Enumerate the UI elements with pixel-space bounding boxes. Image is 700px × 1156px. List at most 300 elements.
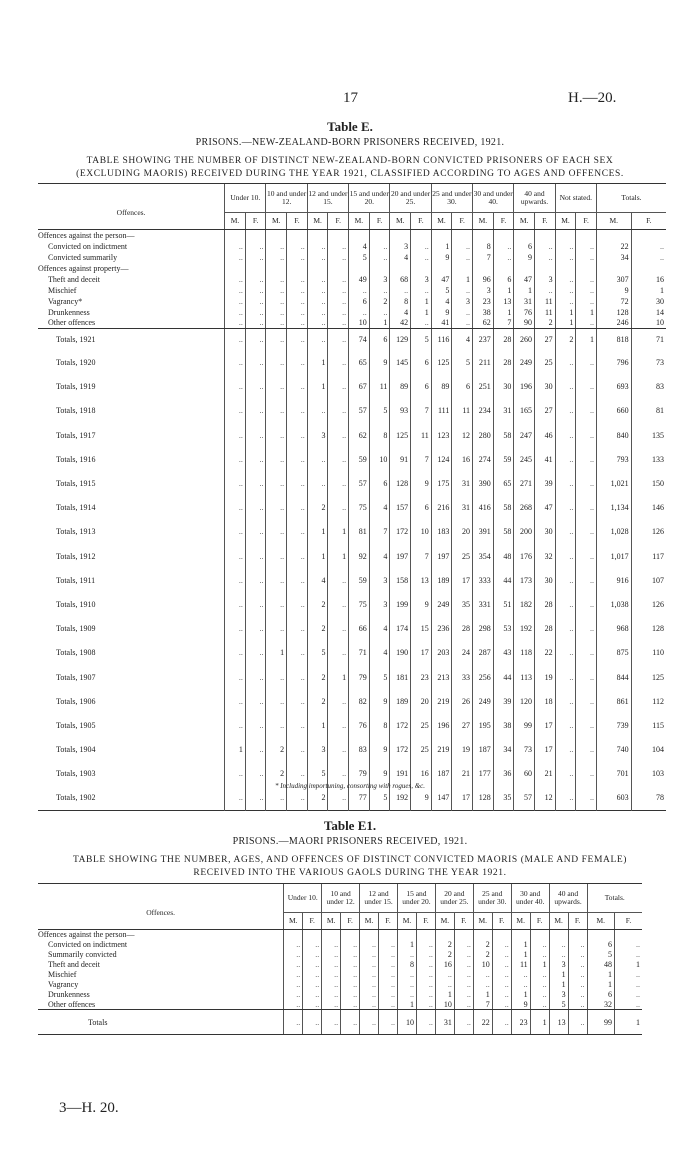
table-cell: 53 — [493, 617, 514, 641]
table-cell: 125 — [631, 665, 666, 689]
age-group-header: 30 and under 40. — [473, 184, 514, 213]
table-cell: .. — [303, 950, 322, 960]
table-cell: 8 — [398, 960, 417, 970]
table-cell: 9 — [411, 592, 432, 616]
table-cell: 23 — [473, 296, 494, 307]
table-cell: .. — [576, 471, 597, 495]
table-cell: 90 — [514, 318, 535, 329]
table-cell: 9 — [369, 762, 390, 786]
table-cell: .. — [390, 285, 411, 296]
table-cell: .. — [555, 762, 576, 786]
table-cell: 31 — [452, 471, 473, 495]
table-cell: 49 — [349, 274, 370, 285]
table-row — [38, 1000, 642, 1010]
table-cell: .. — [576, 496, 597, 520]
row-label: Other offences — [38, 318, 225, 329]
table-cell: .. — [245, 617, 266, 641]
table-e1 — [38, 883, 642, 1035]
age-group-header: Totals. — [587, 884, 642, 913]
table-cell: .. — [568, 980, 587, 990]
age-group-header: 15 and under 20. — [349, 184, 390, 213]
table-cell: 287 — [473, 641, 494, 665]
table-cell: 4 — [431, 296, 452, 307]
table-cell: .. — [493, 241, 514, 252]
table-cell: .. — [568, 990, 587, 1000]
table-cell: 8 — [369, 713, 390, 737]
table-cell: .. — [245, 786, 266, 810]
table-cell: .. — [435, 980, 454, 990]
table-cell: .. — [576, 689, 597, 713]
table-cell: 1 — [549, 970, 568, 980]
female-header: F. — [530, 913, 549, 930]
document-code: H.—20. — [568, 90, 617, 106]
table-cell: 189 — [431, 568, 452, 592]
row-label: Convicted on indictment — [48, 940, 128, 949]
table-cell: 19 — [535, 665, 556, 689]
table-row — [38, 274, 666, 285]
table-cell: 12 — [535, 786, 556, 810]
table-cell: .. — [576, 665, 597, 689]
table-cell: 77 — [349, 786, 370, 810]
table-cell: 83 — [631, 375, 666, 399]
table-cell: .. — [535, 285, 556, 296]
female-header: F. — [245, 213, 266, 230]
table-row — [38, 241, 666, 252]
row-label: Totals, 1919 — [56, 382, 96, 392]
table-cell: 79 — [349, 665, 370, 689]
table-cell: .. — [398, 990, 417, 1000]
table-cell: .. — [328, 241, 349, 252]
table-cell: 818 — [596, 329, 631, 351]
age-group-header: 40 and upwards. — [514, 184, 555, 213]
table-cell: 67 — [349, 375, 370, 399]
table-cell: .. — [225, 399, 246, 423]
table-cell: 2 — [307, 786, 328, 810]
table-cell: 75 — [349, 592, 370, 616]
table-cell: .. — [307, 318, 328, 329]
table-cell: 3 — [390, 241, 411, 252]
table-cell: .. — [555, 544, 576, 568]
table-cell: .. — [245, 285, 266, 296]
table-cell: .. — [349, 285, 370, 296]
table-cell: .. — [555, 285, 576, 296]
male-header: M. — [596, 213, 631, 230]
table-cell: .. — [287, 738, 308, 762]
table-cell: 35 — [452, 592, 473, 616]
table-cell — [287, 230, 308, 241]
row-label: Totals, 1912 — [56, 551, 96, 561]
table-cell: 6 — [587, 940, 614, 950]
table-cell: 32 — [587, 1000, 614, 1010]
table-cell: .. — [555, 689, 576, 713]
table-cell: 4 — [390, 252, 411, 263]
table-cell: .. — [328, 399, 349, 423]
table-cell: .. — [284, 1010, 303, 1035]
table-cell: .. — [341, 1010, 360, 1035]
table-row — [38, 970, 642, 980]
table-cell: .. — [341, 1000, 360, 1010]
table-cell — [614, 930, 642, 940]
table-cell: 22 — [535, 641, 556, 665]
table-cell: .. — [576, 762, 597, 786]
table-cell: .. — [266, 399, 287, 423]
table-cell: 11 — [511, 960, 530, 970]
table-cell: 116 — [431, 329, 452, 351]
table-cell: 3 — [549, 990, 568, 1000]
table-cell: .. — [379, 1010, 398, 1035]
table-cell: 4 — [390, 307, 411, 318]
age-group-header: 25 and under 30. — [431, 184, 472, 213]
table-cell: .. — [454, 990, 473, 1000]
table-cell: .. — [411, 241, 432, 252]
table-row — [38, 592, 666, 616]
table-cell: .. — [245, 423, 266, 447]
table-cell: 2 — [307, 665, 328, 689]
table-cell: 793 — [596, 447, 631, 471]
table-cell: 1 — [511, 950, 530, 960]
table-cell: 25 — [535, 351, 556, 375]
table-cell: 1 — [631, 285, 666, 296]
table-cell: 199 — [390, 592, 411, 616]
table-cell: 2 — [307, 592, 328, 616]
table-cell — [328, 230, 349, 241]
table-cell: .. — [576, 592, 597, 616]
table-cell: 66 — [349, 617, 370, 641]
table-cell — [452, 263, 473, 274]
table-cell: .. — [225, 592, 246, 616]
table-cell: 174 — [390, 617, 411, 641]
table-cell: 1 — [307, 544, 328, 568]
table-cell: .. — [284, 940, 303, 950]
table-cell: 16 — [631, 274, 666, 285]
table-cell: .. — [328, 285, 349, 296]
table-cell: 33 — [452, 665, 473, 689]
table-cell: 82 — [349, 689, 370, 713]
table-cell: 71 — [349, 641, 370, 665]
table-cell: .. — [555, 296, 576, 307]
table-row — [38, 307, 666, 318]
table-cell: .. — [576, 520, 597, 544]
table-cell: .. — [341, 960, 360, 970]
table-cell: .. — [322, 980, 341, 990]
table-cell: 191 — [390, 762, 411, 786]
table-e — [38, 183, 666, 811]
table-cell: .. — [284, 980, 303, 990]
table-cell: .. — [416, 940, 435, 950]
table-cell: 249 — [514, 351, 535, 375]
table-cell: .. — [245, 471, 266, 495]
table-cell: 27 — [535, 329, 556, 351]
table-cell: 219 — [431, 738, 452, 762]
male-header: M. — [511, 913, 530, 930]
table-cell: .. — [287, 665, 308, 689]
table-cell: .. — [266, 520, 287, 544]
table-cell — [596, 263, 631, 274]
table-cell: .. — [328, 351, 349, 375]
table-cell: 10 — [369, 447, 390, 471]
row-label: Theft and deceit — [48, 960, 100, 969]
table-cell: 172 — [390, 738, 411, 762]
table-cell: 71 — [631, 329, 666, 351]
male-header: M. — [349, 213, 370, 230]
table-cell: .. — [225, 274, 246, 285]
table-row — [38, 447, 666, 471]
table-cell: .. — [287, 296, 308, 307]
male-header: M. — [307, 213, 328, 230]
table-cell: .. — [360, 980, 379, 990]
table-cell: 298 — [473, 617, 494, 641]
table-cell: 30 — [535, 520, 556, 544]
age-group-header: Not stated. — [555, 184, 596, 213]
table-cell: .. — [511, 980, 530, 990]
table-cell: 133 — [631, 447, 666, 471]
table-cell: .. — [287, 351, 308, 375]
table-cell: .. — [360, 940, 379, 950]
table-cell: 6 — [369, 329, 390, 351]
table-cell — [379, 930, 398, 940]
table-cell: .. — [245, 641, 266, 665]
table-cell — [245, 263, 266, 274]
table-cell: 1 — [549, 980, 568, 990]
table-cell: 125 — [431, 351, 452, 375]
table-cell: 39 — [535, 471, 556, 495]
table-cell: .. — [303, 960, 322, 970]
table-cell: 739 — [596, 713, 631, 737]
table-cell: .. — [225, 285, 246, 296]
table-cell: .. — [266, 786, 287, 810]
table-cell: .. — [454, 980, 473, 990]
female-header: F. — [576, 213, 597, 230]
table-cell: 840 — [596, 423, 631, 447]
female-header: F. — [614, 913, 642, 930]
row-label: Convicted on indictment — [48, 241, 128, 251]
table-cell: 354 — [473, 544, 494, 568]
table-cell: .. — [530, 1000, 549, 1010]
table-cell: .. — [322, 940, 341, 950]
table-cell: 246 — [596, 318, 631, 329]
table-cell: 1 — [431, 241, 452, 252]
male-header: M. — [284, 913, 303, 930]
table-cell: 9 — [511, 1000, 530, 1010]
table-cell — [530, 930, 549, 940]
table-cell: 24 — [452, 641, 473, 665]
table-cell: 34 — [596, 252, 631, 263]
table-cell: .. — [530, 970, 549, 980]
table-cell: .. — [303, 980, 322, 990]
age-group-header: Under 10. — [284, 884, 322, 913]
row-label: Totals, 1904 — [56, 745, 96, 755]
table-cell: .. — [322, 950, 341, 960]
table-cell: 128 — [596, 307, 631, 318]
table-cell: 1 — [307, 375, 328, 399]
table-cell: 125 — [390, 423, 411, 447]
table-cell — [452, 230, 473, 241]
table-cell: 660 — [596, 399, 631, 423]
table-cell: 128 — [631, 617, 666, 641]
table-cell: .. — [245, 252, 266, 263]
table-cell: 30 — [493, 375, 514, 399]
table-cell: 117 — [631, 544, 666, 568]
table-cell — [631, 230, 666, 241]
table-cell: .. — [287, 496, 308, 520]
table-cell: 8 — [369, 423, 390, 447]
table-cell: 1 — [555, 307, 576, 318]
table-cell: 3 — [473, 285, 494, 296]
table-cell: .. — [245, 447, 266, 471]
table-cell — [266, 263, 287, 274]
table-cell: 47 — [431, 274, 452, 285]
table-cell: 112 — [631, 689, 666, 713]
table-cell: 10 — [349, 318, 370, 329]
table-row — [38, 252, 666, 263]
table-cell: .. — [328, 329, 349, 351]
table-cell: 271 — [514, 471, 535, 495]
table-cell — [514, 263, 535, 274]
table-cell: .. — [287, 423, 308, 447]
table-cell: 280 — [473, 423, 494, 447]
table-cell: 187 — [473, 738, 494, 762]
table-row — [38, 940, 642, 950]
table-cell: 5 — [549, 1000, 568, 1010]
row-label: Totals, 1921 — [56, 335, 96, 345]
table-cell: 5 — [307, 641, 328, 665]
table-cell: .. — [225, 252, 246, 263]
table-cell: .. — [287, 592, 308, 616]
male-header: M. — [266, 213, 287, 230]
table-cell: .. — [576, 375, 597, 399]
table-cell: .. — [411, 285, 432, 296]
table-cell: 10 — [435, 1000, 454, 1010]
table-row — [38, 568, 666, 592]
table-cell: .. — [452, 252, 473, 263]
table-cell: .. — [473, 980, 492, 990]
table-cell: .. — [328, 252, 349, 263]
table-cell: .. — [225, 351, 246, 375]
table-cell — [555, 263, 576, 274]
table-row — [38, 399, 666, 423]
table-cell: .. — [307, 307, 328, 318]
table-cell: 92 — [349, 544, 370, 568]
table-cell: 6 — [411, 496, 432, 520]
table-cell: .. — [555, 399, 576, 423]
table-cell: 1 — [576, 329, 597, 351]
table-cell — [535, 263, 556, 274]
table-cell — [369, 230, 390, 241]
table-cell: 96 — [473, 274, 494, 285]
table-cell: .. — [576, 568, 597, 592]
table-cell: 172 — [390, 520, 411, 544]
row-label: Offences against the person— — [38, 930, 135, 940]
table-cell: .. — [398, 980, 417, 990]
table-cell: .. — [454, 950, 473, 960]
table-cell: .. — [287, 544, 308, 568]
table-cell: .. — [555, 786, 576, 810]
table-cell: 4 — [369, 641, 390, 665]
table-cell: 187 — [431, 762, 452, 786]
table-cell: .. — [454, 1000, 473, 1010]
table-cell: .. — [369, 241, 390, 252]
table-row — [38, 285, 666, 296]
table-cell: 1 — [328, 665, 349, 689]
age-group-header: 12 and under 15. — [360, 884, 398, 913]
table-cell: .. — [245, 689, 266, 713]
table-cell: .. — [452, 241, 473, 252]
table-cell: 113 — [514, 665, 535, 689]
table-cell: 31 — [514, 296, 535, 307]
table-cell: 17 — [452, 786, 473, 810]
table-cell: .. — [266, 713, 287, 737]
table-row — [38, 713, 666, 737]
table-cell: 3 — [452, 296, 473, 307]
table-e-title: Table E. — [327, 119, 373, 134]
table-cell: .. — [266, 592, 287, 616]
offences-header: Offences. — [38, 184, 225, 230]
table-cell: 21 — [535, 762, 556, 786]
table-cell: 1 — [435, 990, 454, 1000]
table-cell: 2 — [369, 296, 390, 307]
table-cell — [492, 930, 511, 940]
table-cell: 4 — [369, 496, 390, 520]
table-cell: .. — [307, 241, 328, 252]
table-row — [38, 930, 642, 940]
row-label: Totals, 1906 — [56, 696, 96, 706]
table-cell — [555, 230, 576, 241]
table-cell: 1 — [555, 318, 576, 329]
table-cell: 1,134 — [596, 496, 631, 520]
table-cell: 30 — [535, 568, 556, 592]
table-cell: 44 — [493, 665, 514, 689]
table-cell: .. — [287, 447, 308, 471]
table-cell: .. — [225, 568, 246, 592]
table-cell: 331 — [473, 592, 494, 616]
table-cell: 46 — [535, 423, 556, 447]
table-cell: .. — [225, 544, 246, 568]
table-cell: 3 — [535, 274, 556, 285]
table-cell: 89 — [390, 375, 411, 399]
table-cell: 42 — [390, 318, 411, 329]
table-cell: .. — [287, 641, 308, 665]
table-cell — [568, 930, 587, 940]
table-cell — [511, 930, 530, 940]
row-label: Totals, 1911 — [56, 575, 96, 585]
table-cell: 6 — [369, 471, 390, 495]
table-row — [38, 544, 666, 568]
table-cell: 1 — [530, 960, 549, 970]
table-cell: .. — [266, 544, 287, 568]
table-cell: 16 — [452, 447, 473, 471]
table-cell: 20 — [411, 689, 432, 713]
table-cell: 6 — [411, 375, 432, 399]
table-cell: 41 — [535, 447, 556, 471]
table-cell: .. — [568, 950, 587, 960]
male-header: M. — [431, 213, 452, 230]
table-cell: .. — [328, 318, 349, 329]
table-cell: .. — [287, 762, 308, 786]
table-cell: 234 — [473, 399, 494, 423]
table-cell: 62 — [473, 318, 494, 329]
table-cell — [349, 230, 370, 241]
table-cell: 6 — [587, 990, 614, 1000]
table-cell: 192 — [514, 617, 535, 641]
table-cell: .. — [266, 252, 287, 263]
table-cell: 6 — [349, 296, 370, 307]
table-cell: 1 — [411, 307, 432, 318]
table-cell: .. — [535, 252, 556, 263]
table-cell: 181 — [390, 665, 411, 689]
table-cell: 740 — [596, 738, 631, 762]
table-cell: .. — [266, 423, 287, 447]
age-group-header: 10 and under 12. — [266, 184, 307, 213]
